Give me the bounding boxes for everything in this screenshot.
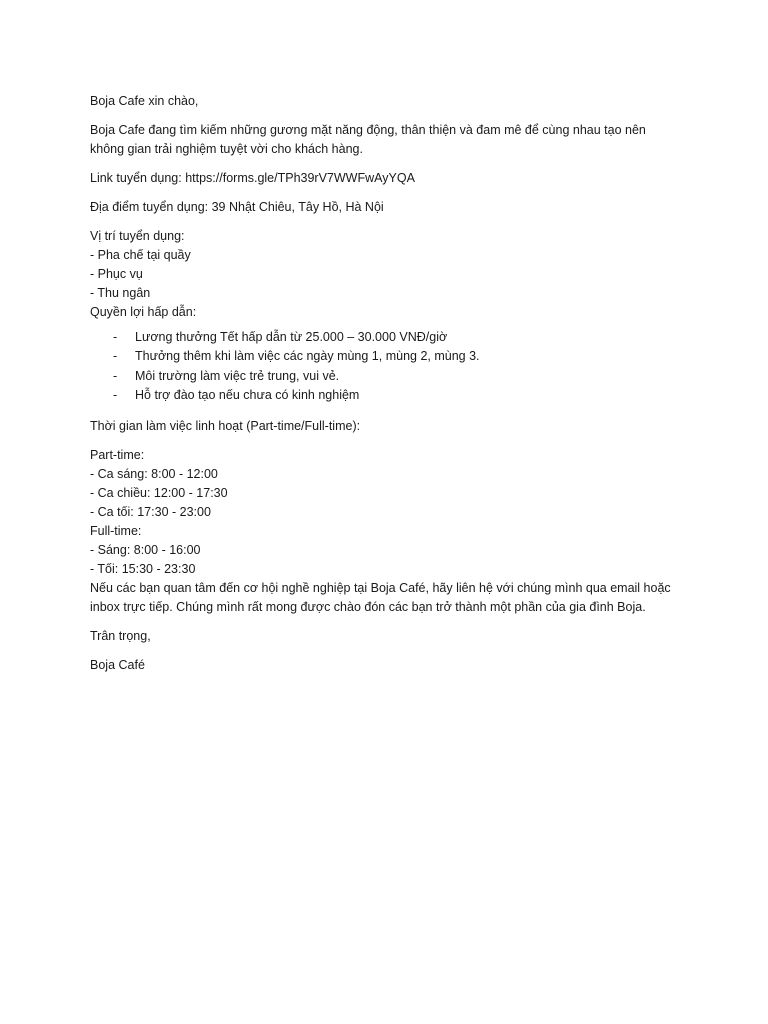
benefit-text: Lương thưởng Tết hấp dẫn từ 25.000 – 30.000 VNĐ/giờ [135, 330, 448, 344]
hours-heading: Thời gian làm việc linh hoạt (Part-time/Full-time): [90, 419, 361, 434]
intro-line: Boja Cafe đang tìm kiếm những gương mặt năng động, thân thiện và đam mê để cùng nhau tạo nên [90, 123, 646, 137]
bullet-dash: - [113, 368, 118, 383]
shift-item: - Tối: 15:30 - 23:30 [90, 562, 196, 577]
recruitment-link: Link tuyển dụng: https://forms.gle/TPh39rV7WWFwAyYQA [90, 171, 415, 185]
benefit-item [90, 386, 690, 405]
schedule-section [90, 446, 690, 579]
intro-paragraph [90, 121, 690, 159]
bullet-dash: - [113, 349, 118, 364]
parttime-heading: Part-time: [90, 448, 145, 463]
regards: Trân trọng, [90, 629, 151, 644]
closing-line: inbox trực tiếp. Chúng mình rất mong được chào đón các bạn trở thành một phần của gia đình Boja. [90, 600, 646, 615]
document-body [90, 92, 690, 685]
intro-line: không gian trải nghiệm tuyệt vời cho khách hàng. [90, 142, 363, 156]
benefit-item [90, 328, 690, 347]
signature: Boja Café [90, 658, 145, 673]
closing-paragraph [90, 579, 690, 617]
position-item: - Pha chế tại quầy [90, 248, 191, 262]
bullet-dash: - [113, 387, 118, 402]
positions-heading: Vị trí tuyển dụng: [90, 229, 185, 243]
benefits-list [90, 328, 690, 405]
shift-item: - Ca sáng: 8:00 - 12:00 [90, 467, 218, 482]
recruitment-location: Địa điểm tuyển dụng: 39 Nhật Chiêu, Tây Hồ, Hà Nội [90, 200, 384, 214]
position-item: - Thu ngân [90, 286, 151, 300]
fulltime-heading: Full-time: [90, 524, 142, 539]
position-item: - Phục vụ [90, 267, 143, 281]
shift-item: - Sáng: 8:00 - 16:00 [90, 543, 201, 558]
benefit-item [90, 367, 690, 386]
greeting: Boja Cafe xin chào, [90, 94, 199, 108]
benefit-text: Môi trường làm việc trẻ trung, vui vẻ. [135, 368, 340, 383]
positions-section [90, 227, 690, 322]
shift-item: - Ca chiều: 12:00 - 17:30 [90, 486, 228, 501]
benefit-text: Hỗ trợ đào tạo nếu chưa có kinh nghiệm [135, 387, 360, 402]
benefit-text: Thưởng thêm khi làm việc các ngày mùng 1, mùng 2, mùng 3. [135, 349, 480, 364]
bullet-dash: - [113, 330, 118, 344]
closing-line: Nếu các bạn quan tâm đến cơ hội nghề nghiệp tại Boja Café, hãy liên hệ với chúng mình qua email hoặc [90, 581, 671, 596]
shift-item: - Ca tối: 17:30 - 23:00 [90, 505, 211, 520]
benefit-item [90, 347, 690, 366]
benefits-heading: Quyền lợi hấp dẫn: [90, 305, 197, 319]
